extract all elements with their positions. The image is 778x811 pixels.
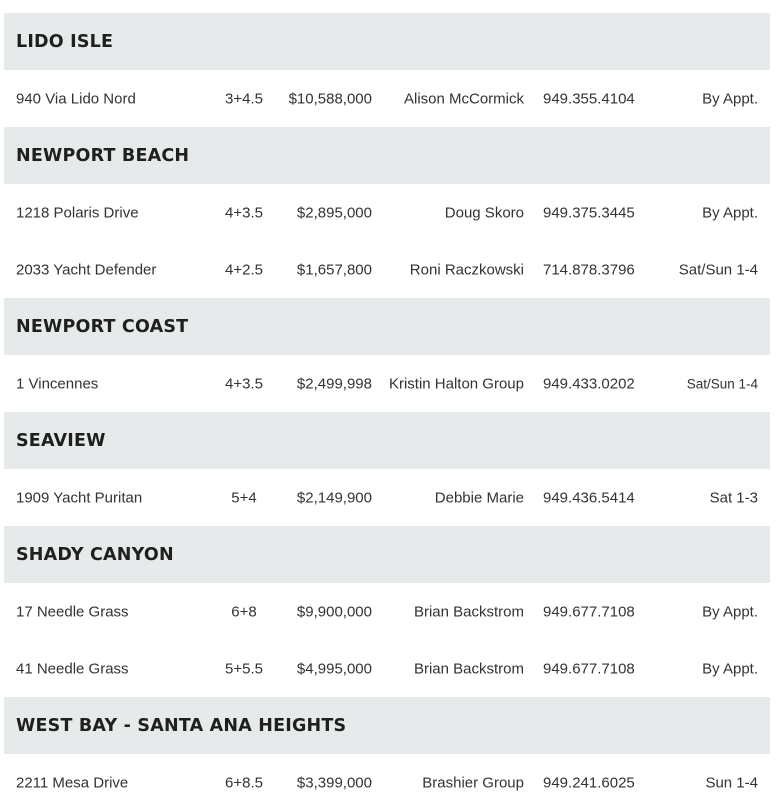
open-house: Sat/Sun 1-4 (686, 376, 758, 391)
section-header: WEST BAY - SANTA ANA HEIGHTS (4, 697, 770, 754)
agent: Debbie Marie (434, 489, 524, 506)
open-house: By Appt. (702, 660, 758, 677)
phone: 714.878.3796 (543, 261, 635, 278)
price: $2,895,000 (296, 204, 372, 221)
address: 1 Vincennes (16, 375, 99, 392)
listing-row (4, 469, 770, 526)
phone: 949.677.7108 (543, 660, 635, 677)
agent: Doug Skoro (444, 204, 524, 221)
section-header: SEAVIEW (4, 412, 770, 469)
phone: 949.677.7108 (543, 603, 635, 620)
beds-baths: 5+5.5 (225, 660, 263, 677)
listing-row (4, 70, 770, 127)
phone: 949.355.4104 (543, 90, 635, 107)
agent: Roni Raczkowski (409, 261, 524, 278)
section-header: SHADY CANYON (4, 526, 770, 583)
agent: Brian Backstrom (413, 603, 524, 620)
open-house: By Appt. (702, 603, 758, 620)
open-house: Sat/Sun 1-4 (678, 261, 758, 278)
beds-baths: 4+3.5 (225, 204, 263, 221)
listing-row (4, 184, 770, 241)
open-house: By Appt. (702, 204, 758, 221)
phone: 949.433.0202 (543, 375, 635, 392)
beds-baths: 3+4.5 (225, 90, 263, 107)
listings-table (4, 13, 770, 811)
address: 2033 Yacht Defender (16, 261, 157, 278)
price: $4,995,000 (296, 660, 372, 677)
section-header: NEWPORT BEACH (4, 127, 770, 184)
price: $2,499,998 (296, 375, 372, 392)
listing-row (4, 640, 770, 697)
open-house: Sat 1-3 (709, 489, 758, 506)
section-newport-coast (4, 298, 770, 412)
phone: 949.436.5414 (543, 489, 635, 506)
price: $1,657,800 (296, 261, 372, 278)
beds-baths: 6+8.5 (225, 774, 263, 791)
address: 2211 Mesa Drive (16, 774, 129, 791)
address: 17 Needle Grass (16, 603, 129, 620)
price: $10,588,000 (288, 90, 372, 107)
address: 940 Via Lido Nord (16, 90, 136, 107)
beds-baths: 5+4 (231, 489, 257, 506)
agent: Brian Backstrom (413, 660, 524, 677)
beds-baths: 4+3.5 (225, 375, 263, 392)
open-house: By Appt. (702, 90, 758, 107)
address: 1909 Yacht Puritan (16, 489, 143, 506)
section-header: NEWPORT COAST (4, 298, 770, 355)
agent: Alison McCormick (403, 90, 524, 107)
phone: 949.375.3445 (543, 204, 635, 221)
price: $3,399,000 (296, 774, 372, 791)
section-shady-canyon (4, 526, 770, 697)
open-house: Sun 1-4 (705, 774, 758, 791)
price: $2,149,900 (296, 489, 372, 506)
section-header: LIDO ISLE (4, 13, 770, 70)
agent: Brashier Group (422, 774, 524, 791)
listing-row (4, 355, 770, 412)
address: 41 Needle Grass (16, 660, 129, 677)
phone: 949.241.6025 (543, 774, 635, 791)
agent: Kristin Halton Group (388, 375, 524, 392)
section-newport-beach (4, 127, 770, 298)
beds-baths: 4+2.5 (225, 261, 263, 278)
section-lido-isle (4, 13, 770, 127)
listing-row (4, 241, 770, 298)
price: $9,900,000 (296, 603, 372, 620)
listing-row (4, 754, 770, 811)
section-west-bay-santa-ana-heights (4, 697, 770, 811)
beds-baths: 6+8 (231, 603, 257, 620)
section-seaview (4, 412, 770, 526)
listing-row (4, 583, 770, 640)
address: 1218 Polaris Drive (16, 204, 139, 221)
